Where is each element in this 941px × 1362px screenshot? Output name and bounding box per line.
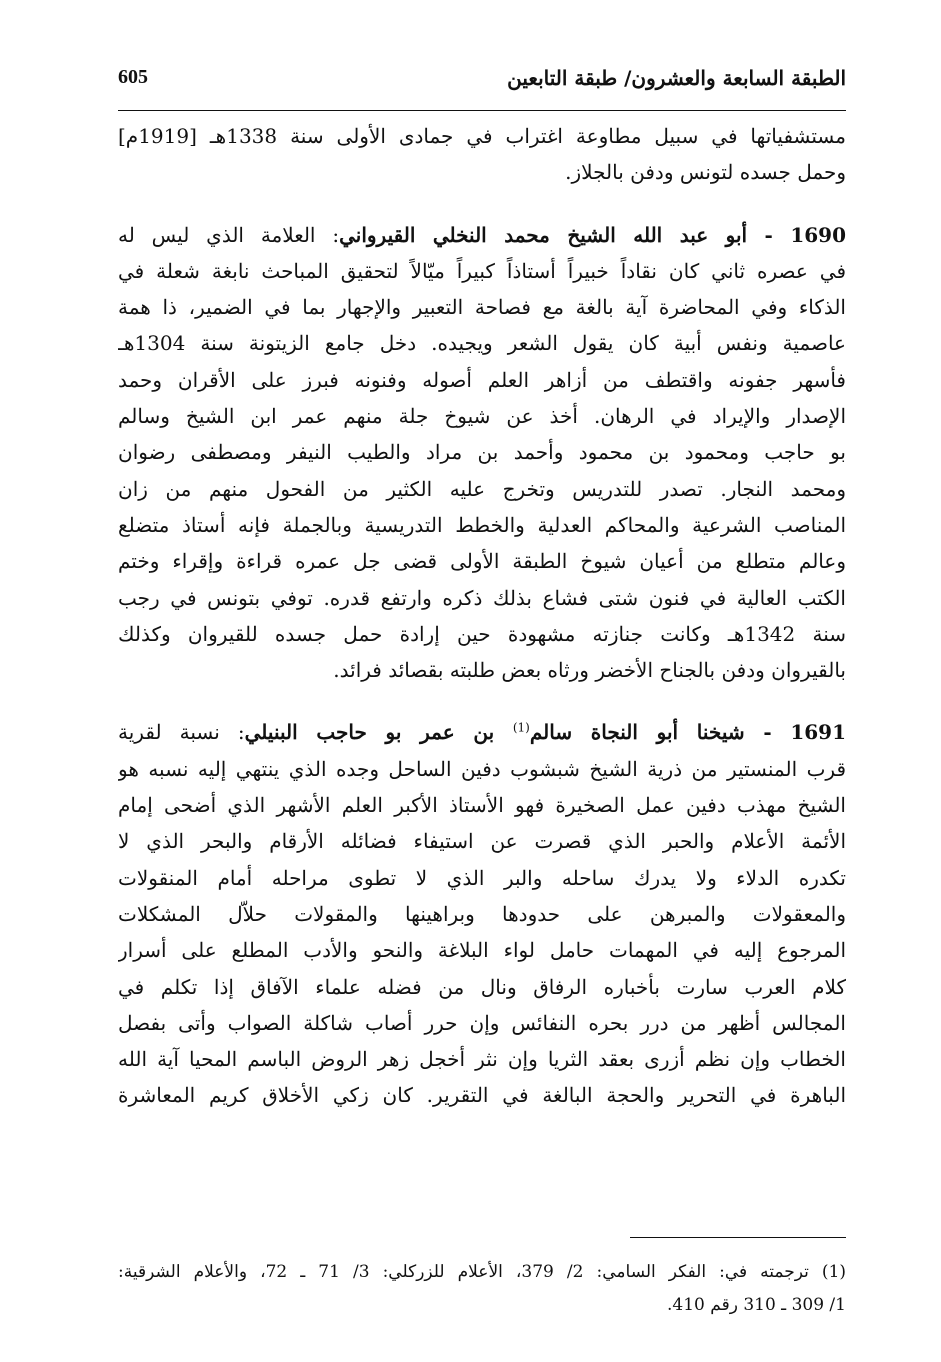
text-line: وعالم متطلع من أعيان شيوخ الطبقة الأولى قضى جل عمره قراءة وإقراء وختم xyxy=(118,549,846,574)
page-number: 605 xyxy=(118,66,148,88)
paragraph-continuation xyxy=(118,118,846,191)
footnote-ref[interactable]: (1) xyxy=(512,720,530,735)
running-title: الطبقة السابعة والعشرون/ طبقة التابعين xyxy=(507,66,846,90)
text-line: تكدره الدلاء ولا يدرك ساحله والبر الذي لا تطوى مراحله أمام المنقولات xyxy=(118,865,846,890)
entry-1691 xyxy=(118,714,846,1113)
text-line: الباهرة في التحرير والحجة البالغة في التقرير. كان زكي الأخلاق كريم المعاشرة xyxy=(118,1083,846,1108)
book-page xyxy=(118,56,846,1336)
text-line: الإصدار والإيراد في الرهان. أخذ عن شيوخ جلة منهم عمر ابن الشيخ وسالم xyxy=(118,404,846,429)
text-line: والمعقولات والمبرهن على حدودها وبراهينها والمقولات حلاّل المشكلات xyxy=(118,901,846,926)
entry-1690 xyxy=(118,217,846,689)
footnotes xyxy=(118,1256,846,1322)
text-line: كلام العرب سارت بأخباره الرفاق ونال من فضله علماء الآفاق إذا تكلم في xyxy=(118,974,846,999)
text-line: المجالس أظهر من درر بحره النفائس وإن حرر أصاب شاكلة الصواب وأتى بفصل xyxy=(118,1010,846,1035)
entry-heading-rest: : نسبة لقرية xyxy=(118,720,245,745)
entry-heading-rest: : العلامة الذي ليس له xyxy=(118,222,340,247)
text-line: الذكاء وفي المحاضرة آية بالغة مع فصاحة التعبير والإجهار بما في الضمير، ذا همة xyxy=(118,295,846,320)
footnote-divider xyxy=(630,1237,846,1238)
text-line: ومحمد النجار. تصدر للتدريس وتخرج عليه الكثير من الفحول منهم من زان xyxy=(118,476,846,501)
footnote-line: 1/ 309 ـ 310 رقم 410. xyxy=(667,1295,846,1315)
entry-heading: 1691 - شيخنا أبو النجاة سالم xyxy=(529,720,846,745)
entry-first-line xyxy=(118,217,846,253)
text-line: سنة 1342هـ وكانت جنازته مشهودة حين إرادة حمل جسده للقيروان وكذلك xyxy=(118,621,846,646)
text-line: الشيخ مهذب دفين عمل الصخيرة فهو الأستاذ الأكبر العلم الأشهر الذي أضحى إمام xyxy=(118,793,846,818)
header-divider xyxy=(118,110,846,111)
text-line: الكتب العالية في فنون شتى فشاع بذلك ذكره وارتفع قدره. توفي بتونس في رجب xyxy=(118,585,846,610)
text-line: الخطاب وإن نظم أزرى بعقد الثريا وإن نثر أخجل زهر الروض الباسم المحيا آية الله xyxy=(118,1047,846,1072)
text-line: قرب المنستير من ذرية الشيخ شبشوب دفين الساحل وجده الذي ينتهي إليه نسبه هو xyxy=(118,756,846,781)
text-line: المرجوع إليه في المهمات حامل لواء البلاغة والنحو والأدب المطلع على أسرار xyxy=(118,938,846,963)
footnote-line: (1) ترجمته في: الفكر السامي: 2/ 379، الأعلام للزركلي: 3/ 71 ـ 72، والأعلام الشرقية: xyxy=(118,1262,846,1282)
text-line: بالقيروان ودفن بالجناح الأخضر ورثاه بعض طلبته بقصائد فرائد. xyxy=(333,658,846,683)
entry-heading: 1690 - أبو عبد الله الشيخ محمد النخلي القيرواني xyxy=(339,222,846,247)
entry-heading-cont: بن عمر بو حاجب البنيلي xyxy=(244,720,513,745)
text-line: في عصره ثاني كان نقاداً خبيراً أستاذاً كبيراً ميّالاً لتحقيق المباحث نابغة شعلة في xyxy=(118,258,846,283)
entry-first-line xyxy=(118,714,846,750)
text-line: المناصب الشرعية والمحاكم العدلية والخطط التدريسية وبالجملة فإنه أستاذ متضلع xyxy=(118,512,846,537)
text-line: فأسهر جفونه واقتطف من أزاهر العلم أصوله وفنونه فبرز على الأقران وحمد xyxy=(118,367,846,392)
text-line: عاصمية ونفس أبية كان يقول الشعر ويجيده. دخل جامع الزيتونة سنة 1304هـ xyxy=(118,331,846,356)
running-header xyxy=(118,66,846,100)
text-line: الأئمة الأعلام والحبر الذي قصرت عن استيفاء فضائله الأرقام والبحر الذي لا xyxy=(118,829,846,854)
text-line: وحمل جسده لتونس ودفن بالجلاز. xyxy=(565,160,846,185)
text-line: بو حاجب ومحمود بن محمود وأحمد بن مراد والطيب النيفر ومصطفى رضوان xyxy=(118,440,846,465)
text-line: مستشفياتها في سبيل مطاوعة اغتراب في جمادى الأولى سنة 1338هـ [1919م] xyxy=(118,124,846,148)
body-text xyxy=(118,118,846,1114)
